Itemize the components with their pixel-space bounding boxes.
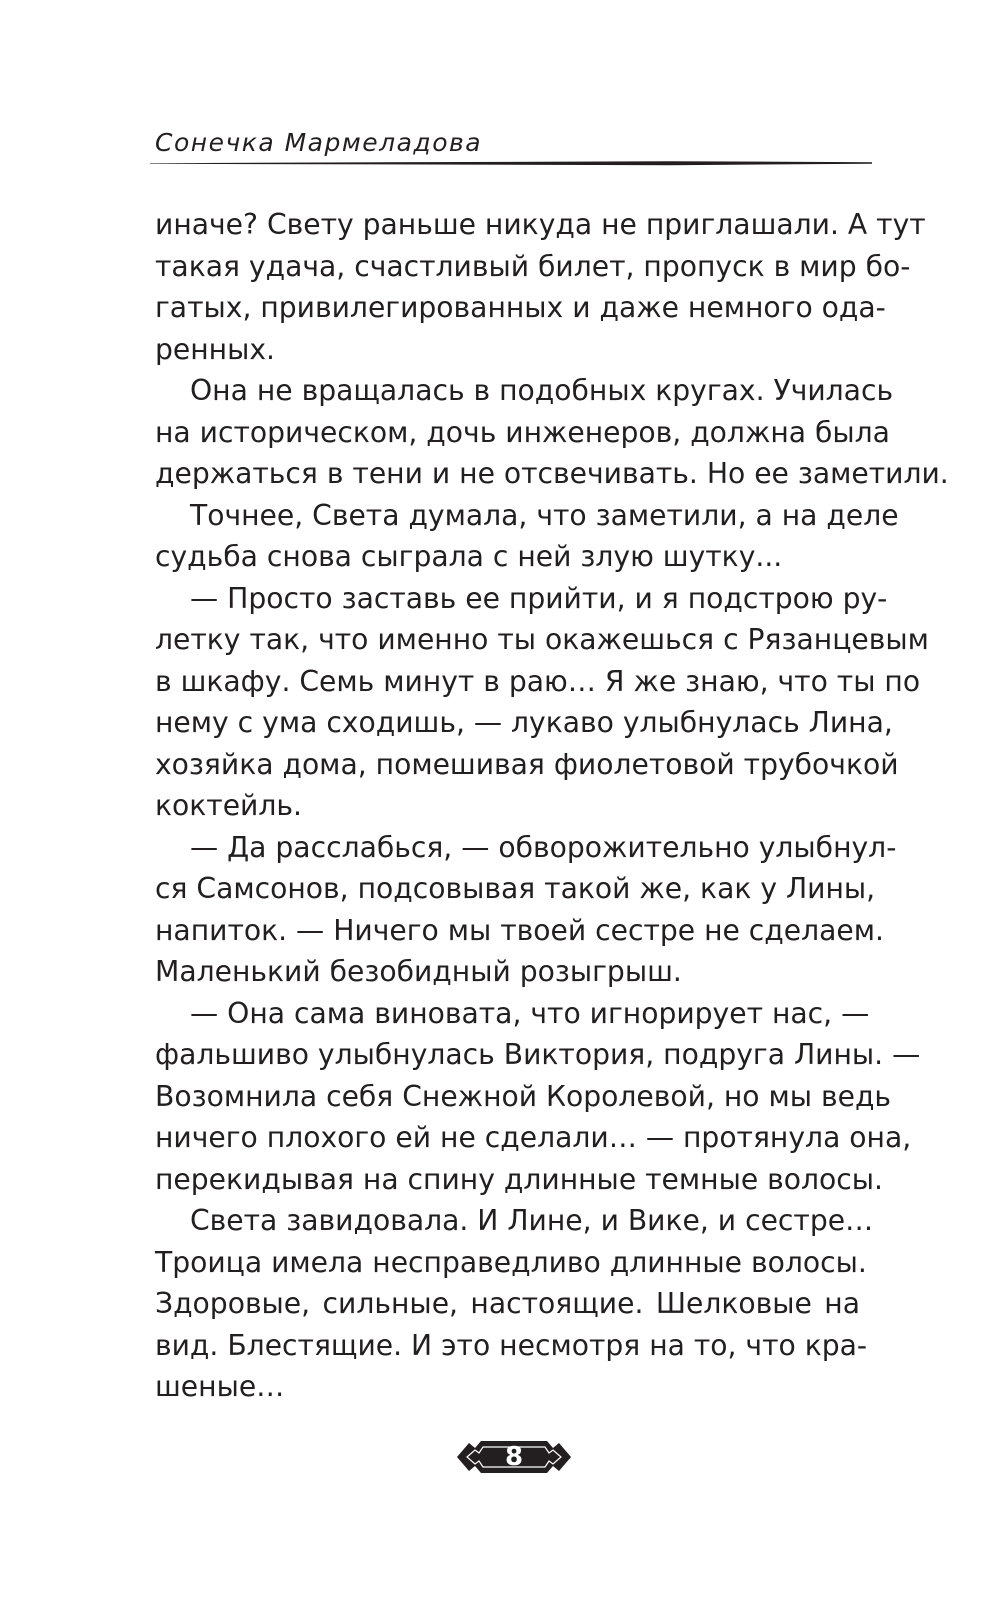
text-line: перекидывая на спину длинные темные волосы.	[155, 1162, 883, 1196]
header-rule-line	[150, 160, 872, 166]
paragraph	[155, 1200, 874, 1408]
text-line: в шкафу. Семь минут в раю… Я же знаю, что ты по	[155, 664, 921, 698]
text-line: напиток. — Ничего мы твоей сестре не сделаем.	[155, 913, 884, 947]
text-line: держаться в тени и не отсвечивать. Но ее заметили.	[155, 457, 949, 490]
paragraph	[155, 993, 921, 1201]
body-text	[155, 204, 949, 1408]
text-line: коктейль.	[155, 789, 302, 822]
running-head-title: Сонечка Мармеладова	[155, 128, 483, 157]
text-line: на историческом, дочь инженеров, должна была	[155, 415, 890, 449]
page-number: 8	[504, 1442, 524, 1472]
text-line: Троица имела несправедливо длинные волосы.	[155, 1245, 867, 1279]
paragraph	[155, 578, 929, 827]
text-line: вид. Блестящие. И это несмотря на то, что кра-	[155, 1328, 868, 1362]
text-line: такая удача, счастливый билет, пропуск в мир бо-	[155, 249, 911, 283]
text-line: летку так, что именно ты окажешься с Рязанцевым	[155, 623, 929, 656]
page-number-badge	[455, 1436, 573, 1478]
text-line: ренных.	[155, 332, 275, 366]
paragraph	[155, 827, 897, 993]
text-line: иначе? Свету раньше никуда не приглашали. А тут	[155, 208, 926, 241]
text-line: гатых, привилегированных и даже немного ода-	[155, 291, 886, 324]
header-rule	[150, 160, 872, 166]
text-line: нему с ума сходишь, — лукаво улыбнулась Лина,	[155, 706, 893, 739]
text-line: — Да расслабься, — обворожительно улыбнул-	[190, 830, 897, 864]
paragraph	[155, 495, 899, 578]
paragraph	[155, 204, 926, 370]
text-line: судьба снова сыграла с ней злую шутку...	[155, 540, 783, 573]
text-line: ничего плохого ей не сделали… — протянула она,	[155, 1121, 912, 1154]
text-line: Точнее, Света думала, что заметили, а на деле	[190, 498, 899, 532]
text-line: хозяйка дома, помешивая фиолетовой трубочкой	[155, 747, 899, 781]
text-line: Возомнила себя Снежной Королевой, но мы ведь	[155, 1079, 892, 1113]
text-line: — Просто заставь ее прийти, и я подстрою ру-	[190, 581, 888, 615]
paragraph	[155, 370, 949, 495]
text-line: Она не вращалась в подобных кругах. Училась	[190, 374, 894, 407]
text-line: Света завидовала. И Лине, и Вике, и сестре…	[190, 1204, 874, 1237]
text-line: фальшиво улыбнулась Виктория, подруга Лины. —	[155, 1038, 921, 1071]
text-line: ся Самсонов, подсовывая такой же, как у Лины,	[155, 872, 876, 905]
text-line: шеные…	[155, 1370, 285, 1403]
text-line: Здоровые, сильные, настоящие. Шелковые на	[155, 1287, 860, 1320]
text-line: Маленький безобидный розыгрыш.	[155, 955, 682, 988]
text-line: — Она сама виновата, что игнорирует нас, —	[190, 996, 870, 1030]
